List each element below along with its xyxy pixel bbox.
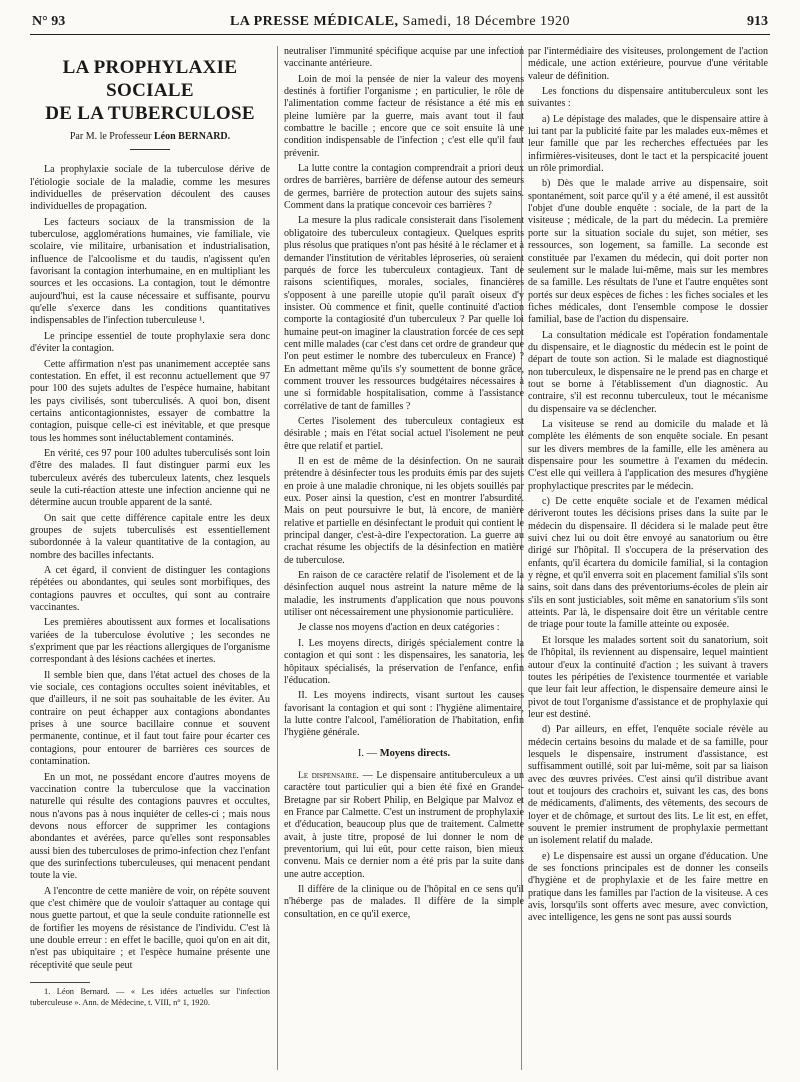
paragraph: Certes l'isolement des tuberculeux contagieux est désirable ; mais en l'état social actuel l'isolement ne peut être que relatif et partiel. — [284, 415, 524, 452]
paragraph: A l'encontre de cette manière de voir, on répète souvent que c'est chimère que de vouloir s'attaquer au contage qui nous guette partout, et que la seule conduite rationnelle est de fortifier les moyens de résistance de l'individu. C'est là une double erreur : en effet le bacille, quoi qu'on en ait dit, n'est pas ubiquitaire ; et l'espèce humaine présente une réceptivité que seule peut — [30, 885, 270, 971]
title-line-2: DE LA TUBERCULOSE — [45, 103, 255, 124]
section-heading — [284, 748, 524, 760]
paragraph: La lutte contre la contagion comprendrait a priori deux ordres de barrières, barrière de défense autour des semeurs de germes, barrière de protection autour des sujets sains. Comment dans la pratique concevoir ces barrières ? — [284, 163, 524, 212]
paragraph: Les facteurs sociaux de la transmission de la tuberculose, agglomérations humaines, vie familiale, vie scolaire, vie militaire, urbanisation et industrialisation, influence de l'alcoolisme et du taudis, n'agissent qu'en favorisant la contagion interhumaine, en en multipliant les sources et les occasions. La contagion, tout le démontre aujourd'hui, est la cause nécessaire et suffisante, pourvu qu'elle s'exerce dans les conditions quantitatives indispensables de l'infection tuberculeuse ¹. — [30, 216, 270, 327]
byline-author: Léon BERNARD. — [154, 131, 231, 142]
paragraph: Il diffère de la clinique ou de l'hôpital en ce sens qu'il n'héberge pas de malades. Il diffère de la simple consultation, en ce qu'il exerce, — [284, 884, 524, 920]
paragraph: Les fonctions du dispensaire antituberculeux sont les suivantes : — [528, 86, 768, 110]
paragraph: Il en est de même de la désinfection. On ne saurait prétendre à désinfecter tous les produits émis par des sujets en proie à une maladie chronique, ni les objets souillés par eux. Poser ainsi la question, c'est en montrer l'absurdité. Mais on peut poursuivre le but, là encore, de manière relative et partielle en désinfectant le produit qui contient le principal danger, c'est-à-dire l'expectoration. La guerre au crachat résume les objectifs de la désinfection en matière de tuberculose. — [284, 456, 524, 566]
page-header — [30, 12, 770, 35]
paragraph: II. Les moyens indirects, visant surtout les causes favorisant la contagion et qui sont : l'hygiène alimentaire, la lutte contre l'alcool, l'amélioration de l'habitation, enfin l'hygiène générale. — [284, 690, 524, 739]
footnote: 1. Léon Bernard. — « Les idées actuelles sur l'infection tuberculeuse ». Ann. de Médecine, t. VIII, n° 1, 1920. — [30, 987, 270, 1007]
paragraph — [284, 770, 524, 881]
section-title: Moyens directs. — [379, 747, 451, 759]
column-3 — [528, 46, 768, 1076]
section-number: I. — — [357, 747, 378, 759]
paragraph: Il semble bien que, dans l'état actuel des choses de la vie sociale, ces contagions occultes soient inévitables, et que d'ailleurs, il ne soit pas souhaitable de les éviter. Au contraire on peut échapper aux contagions abondantes prises à une source bacillaire connue et souvent permanente, continue, et il faut tout faire pour écarter ces contagions, pour entourer de barrières ces sources de contamination. — [30, 669, 270, 768]
paragraph: Et lorsque les malades sortent soit du sanatorium, soit de l'hôpital, ils reviennent au dispensaire, lequel maintient autour d'eux la continuité d'action ; les suivant à travers toutes les péripéties de l'existence tourmentée et variable que leur fait leur affection, le dispensaire demeure ainsi le pivot de tout l'organisme d'assistance et de prophylaxie qui leur est destiné. — [528, 634, 768, 720]
paragraph: En vérité, ces 97 pour 100 adultes tuberculisés sont loin d'être des malades. Il faut distinguer parmi eux les tuberculeux avérés des tuberculeux latents, chez lesquels seule la cuti-réaction atteste une infection ancienne qui ne détermine aucun trouble apparent de la santé. — [30, 447, 270, 509]
byline — [30, 131, 270, 143]
paragraph: c) De cette enquête sociale et de l'examen médical dériveront toutes les décisions prises dans la suite par le médecin du dispensaire. Il décidera si le malade peut être suivi chez lui ou doit être envoyé au sanatorium ou être dirigé sur l'hôpital. Il s'occupera de la préservation des enfants, qu'il écartera du domicile familial, si la contagion y règne, et qu'il enverra soit en placement familial s'ils sont sains, soit dans dans des préventoriums-écoles de plein air s'ils en sont justiciables, soit même en sanatorium s'ils sont atteints. Par là, le dispensaire doit être un véritable centre de triage pour toute la famille atteinte ou exposée. — [528, 496, 768, 631]
paragraph: On sait que cette différence capitale entre les deux groupes de sujets tuberculisés est essentiellement subordonnée à la valeur quantitative de la contagion, au nombre des bacilles infectants. — [30, 512, 270, 561]
journal-title — [30, 14, 770, 30]
paragraph: La visiteuse se rend au domicile du malade et là complète les éléments de son enquête sociale. En pesant sur les divers membres de la famille, elle les amènera au dispensaire pour les soumettre à l'examen du médecin. C'est elle qui veillera à l'application des mesures d'hygiène prophylactique prescrites par le médecin. — [528, 418, 768, 492]
paragraph: I. Les moyens directs, dirigés spécialement contre la contagion et qui sont : les dispensaires, les sanatoria, les hôpitaux spécialisés, la préservation de l'enfance, enfin l'éducation. — [284, 637, 524, 686]
paragraph: La prophylaxie sociale de la tuberculose dérive de l'étiologie sociale de la maladie, comme les mesures individuelles de préservation découlent des causes individuelles de propagation. — [30, 164, 270, 213]
article-title — [30, 56, 270, 125]
paragraph: Loin de moi la pensée de nier la valeur des moyens destinés à fortifier l'organisme ; en particulier, le rôle de l'alimentation comme facteur de résistance a été mis en pleine lumière par la guerre, mais avant tout il faut combattre le bacille ; encore que ce soit ensuite là une condition indispensable de l'infection ; c'est elle qu'il faut prévenir. — [284, 73, 524, 159]
column-2 — [284, 46, 524, 1076]
paragraph: Les premières aboutissent aux formes et localisations variées de la tuberculose évolutive ; les secondes ne s'expriment que par les réactions allergiques de l'organisme correspondant à des lésions cachées et inertes. — [30, 617, 270, 666]
paragraph: b) Dès que le malade arrive au dispensaire, soit spontanément, soit parce qu'il y a été amené, il est aussitôt l'objet d'une double enquête : sociale, de la part de la visiteuse ; médicale, de la part du médecin. La première porte sur la situation sociale du sujet, son métier, ses ressources, son logement, sa famille. La seconde est constituée par l'examen du médecin, qui doit porter non seulement sur le malade lui-même, mais sur les membres de sa famille. Les résultats de l'une et l'autre enquêtes sont portés sur deux espèces de fiches : les fiches sociales et les fiches médicales, dont l'ensemble compose le dossier familial, base de l'action du dispensaire. — [528, 178, 768, 326]
journal-name: LA PRESSE MÉDICALE, — [229, 14, 399, 29]
column-1 — [30, 46, 270, 1076]
paragraph: En raison de ce caractère relatif de l'isolement et de la désinfection auquel nous astreint la nature même de la maladie, les instruments d'application que nous pouvons utiliser ont nécessairement une physionomie particulière. — [284, 570, 524, 619]
paragraph: Le principe essentiel de toute prophylaxie sera donc d'éviter la contagion. — [30, 330, 270, 355]
footnote-rule — [30, 982, 90, 983]
paragraph: neutraliser l'immunité spécifique acquise par une infection vaccinante antérieure. — [284, 46, 524, 70]
paragraph: La consultation médicale est l'opération fondamentale du dispensaire, et le diagnostic du médecin est le point de départ de toute son action. Si le malade est diagnostiqué non tuberculeux, le dispensaire ne le prend pas en charge et tout se borne à l'établissement d'un diagnostic. Au contraire, s'il est reconnu tuberculeux, tout le mécanisme du dispensaire va se déclencher. — [528, 329, 768, 415]
paragraph: a) Le dépistage des malades, que le dispensaire attire à lui tant par la publicité faite par les malades eux-mêmes et leur famille que par les recherches effectuées par les infirmières-visiteuses, dont le tact et la perspicacité jouent un rôle primordial. — [528, 113, 768, 175]
page-number: 913 — [747, 14, 768, 29]
paragraph: e) Le dispensaire est aussi un organe d'éducation. Une de ses fonctions principales est de donner les conseils d'hygiène et de prophylaxie et de les faire mettre en pratique dans les familles par l'action de la visiteuse. A ces avis, lorsqu'ils sont offerts avec mesure, avec conviction, avec intelligence, les gens ne sont pas aussi sourds — [528, 850, 768, 924]
paragraph: d) Par ailleurs, en effet, l'enquête sociale révèle au médecin certains besoins du malade et de sa famille, pour lesquels le dispensaire, instrument d'assistance, est suffisamment outillé, soit par lui-même, soit par sa liaison avec des œuvres privées. C'est ainsi qu'il distribue avant tout et toujours des crachoirs et, suivant les cas, des bons de médicaments, d'aliments, des vêtements, des secours de loyer et de chômage, et surtout des lits. Le lit est, en effet, souvent le premier instrument de prophylaxie permettant un isolement relatif du malade. — [528, 724, 768, 847]
byline-prefix: Par M. le Professeur — [69, 131, 152, 142]
paragraph-body: — Le dispensaire antituberculeux a un caractère tout particulier qui a bien été fixé en Grande-Bretagne par sir Robert Philip, en Belgique par Malvoz et en France par Calmette. C'est un instrument de prophylaxie et d'éducation, beaucoup plus que de traitement. Calmette avait, à juste titre, proposé de lui donner le nom de preventorium, qui lui eût, pour cette raison, bien mieux convenu. Mais ce dernier nom a été pris par la suite dans une autre acception. — [284, 769, 524, 880]
issue-date: Samedi, 18 Décembre 1920 — [402, 14, 571, 29]
paragraph: Je classe nos moyens d'action en deux catégories : — [298, 622, 500, 634]
paragraph: par l'intermédiaire des visiteuses, prolongement de l'action médicale, une action extérieure, pourvue d'une véritable valeur de définition. — [528, 46, 768, 82]
title-line-1: LA PROPHYLAXIE SOCIALE — [62, 57, 238, 101]
paragraph: En un mot, ne possédant encore d'autres moyens de vaccination contre la tuberculose que la vaccination naturelle qui résulte des contagions pauvres et occultes, nous n'avons pas à nous inquiéter de celles-ci ; mais nous devons nous efforcer de supprimer les contagions abondantes et avérées, parce qu'elles sont responsables aussi bien des tuberculoses de primo-infection chez l'enfant que des surinfections tuberculeuses, qui menacent pendant toute la vie. — [30, 771, 270, 882]
paragraph: Cette affirmation n'est pas unanimement acceptée sans contestation. En effet, il est reconnu actuellement que 97 pour 100 des sujets adultes de l'espèce humaine, habitant les pays civilisés, sont tuberculisés. A quoi bon, disent certains anticontagionnistes, essayer de combattre la contagion, puisque celle-ci est inévitable, et que presque tous les hommes sont inéluctablement contaminés. — [30, 358, 270, 444]
column-divider-1 — [277, 46, 278, 1070]
paragraph-lead: Le dispensaire. — [298, 769, 359, 781]
issue-number: N° 93 — [32, 14, 66, 29]
paragraph: La mesure la plus radicale consisterait dans l'isolement obligatoire des tuberculeux contagieux. Quelques esprits plus résolus que pratiques n'ont pas hésité à le réclamer et à demander l'institution de véritables léproseries, où seraient parqués de force les tuberculeux contagieux. Tant de raisons scientifiques, morales, sociales, financières s'opposent à une pareille utopie qu'il paraît oiseux d'y insister. Où commence et finit, quelle continuité d'action comporte la contagiosité d'un tuberculeux ? Par quelle loi humaine peut-on imaginer la claustration forcée de ces sept cent mille malades (car c'est dans cet ordre de grandeur que l'on peut estimer le nombre des tuberculeux en France) ? En admettant même qu'ils s'y soumettent de bonne grâce, comment trouver les ressources budgétaires nécessaires à une si formidable hospitalisation, comme à l'assistance corrélative de tant de familles ? — [284, 215, 524, 412]
title-rule — [130, 149, 170, 150]
paragraph: A cet égard, il convient de distinguer les contagions répétées ou abondantes, qui seules sont morbifiques, des contagions pauvres et occultes, qui sont au contraire vaccinantes. — [30, 565, 270, 614]
